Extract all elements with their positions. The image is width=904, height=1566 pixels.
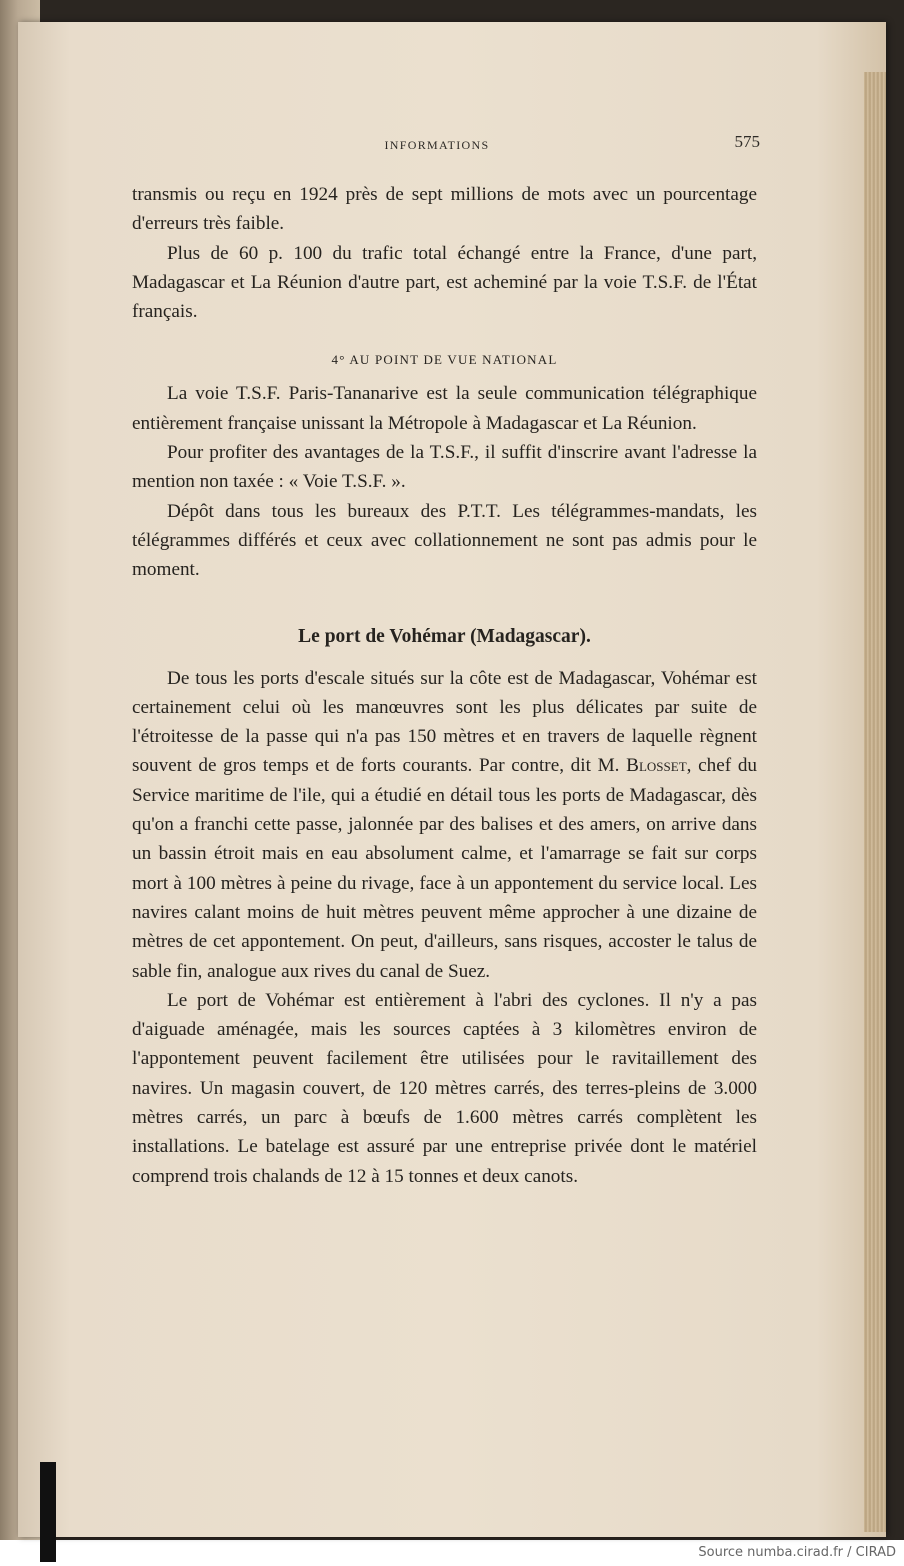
author-name: Blosset — [626, 755, 687, 777]
paragraph-port-part-b: , chef du Service maritime de l'ile, qui a étudié en détail tous les ports de Madagascar, dès qu'on a franchi cette passe, jalonnée par des balises et des amers, on arrive dans un bassin étroit mais en eau absolument calme, et l'amarrage se fait sur corps mort à 100 mètres à peine du rivage, face à un appontement du service local. Les navires calant moins de huit mètres peuvent même approcher à une dizaine de mètres de cet appontement. On peut, d'ailleurs, sans risques, accoster le talus de sable fin, analogue aux rives du canal de Suez. — [132, 755, 758, 982]
paragraph-continued: transmis ou reçu en 1924 près de sept millions de mots avec un pourcentage d'erreurs très faible. — [132, 184, 757, 235]
page-number: 575 — [734, 132, 760, 151]
page-body — [132, 180, 757, 1191]
section-title: Le port de Vohémar (Madagascar). — [298, 625, 591, 647]
page-header — [114, 132, 760, 162]
subheading-national: 4° AU POINT DE VUE NATIONAL — [331, 352, 558, 368]
source-credit: Source numba.cirad.fr / CIRAD — [698, 1545, 896, 1560]
paragraph-route: La voie T.S.F. Paris-Tananarive est la seule communication télégraphique entièrement française unissant la Métropole à Madagascar et La Réunion. — [132, 383, 757, 434]
running-head: INFORMATIONS — [384, 138, 490, 152]
paragraph-facilities: Le port de Vohémar est entièrement à l'abri des cyclones. Il n'y a pas d'aiguade aménagée, mais les sources captées à 3 kilomètres environ de l'appontement peuvent facilement être utilisées pour le ravitaillement des navires. Un magasin couvert, de 120 mètres carrés, des terres-pleins de 3.000 mètres carrés, un parc à bœufs de 1.600 mètres carrés complètent les installations. Le batelage est assuré par une entreprise privée dont le matériel comprend trois chalands de 12 à 15 tonnes et deux canots. — [132, 989, 757, 1187]
paragraph-mention: Pour profiter des avantages de la T.S.F., il suffit d'inscrire avant l'adresse la mention non taxée : « Voie T.S.F. ». — [132, 442, 757, 493]
paragraph-traffic: Plus de 60 p. 100 du trafic total échangé entre la France, d'une part, Madagascar et La Réunion d'autre part, est acheminé par la voie T.S.F. de l'État français. — [132, 242, 757, 323]
paragraph-depot: Dépôt dans tous les bureaux des P.T.T. Les télégrammes-mandats, les télégrammes différés et ceux avec collationnement ne sont pas admis pour le moment. — [132, 500, 757, 581]
paragraph-port-part-a: De tous les ports d'escale situés sur la côte est de Madagascar, Vohémar est certainement celui où les manœuvres sont les plus délicates par suite de l'étroitesse de la passe qui n'a pas 150 mètres et en travers de laquelle règnent souvent de gros temps et de forts courants. Par contre, dit M. — [132, 667, 757, 777]
page-fore-edge — [864, 72, 886, 1532]
bookmark-ribbon — [40, 1462, 56, 1562]
paragraph-port — [132, 664, 757, 986]
